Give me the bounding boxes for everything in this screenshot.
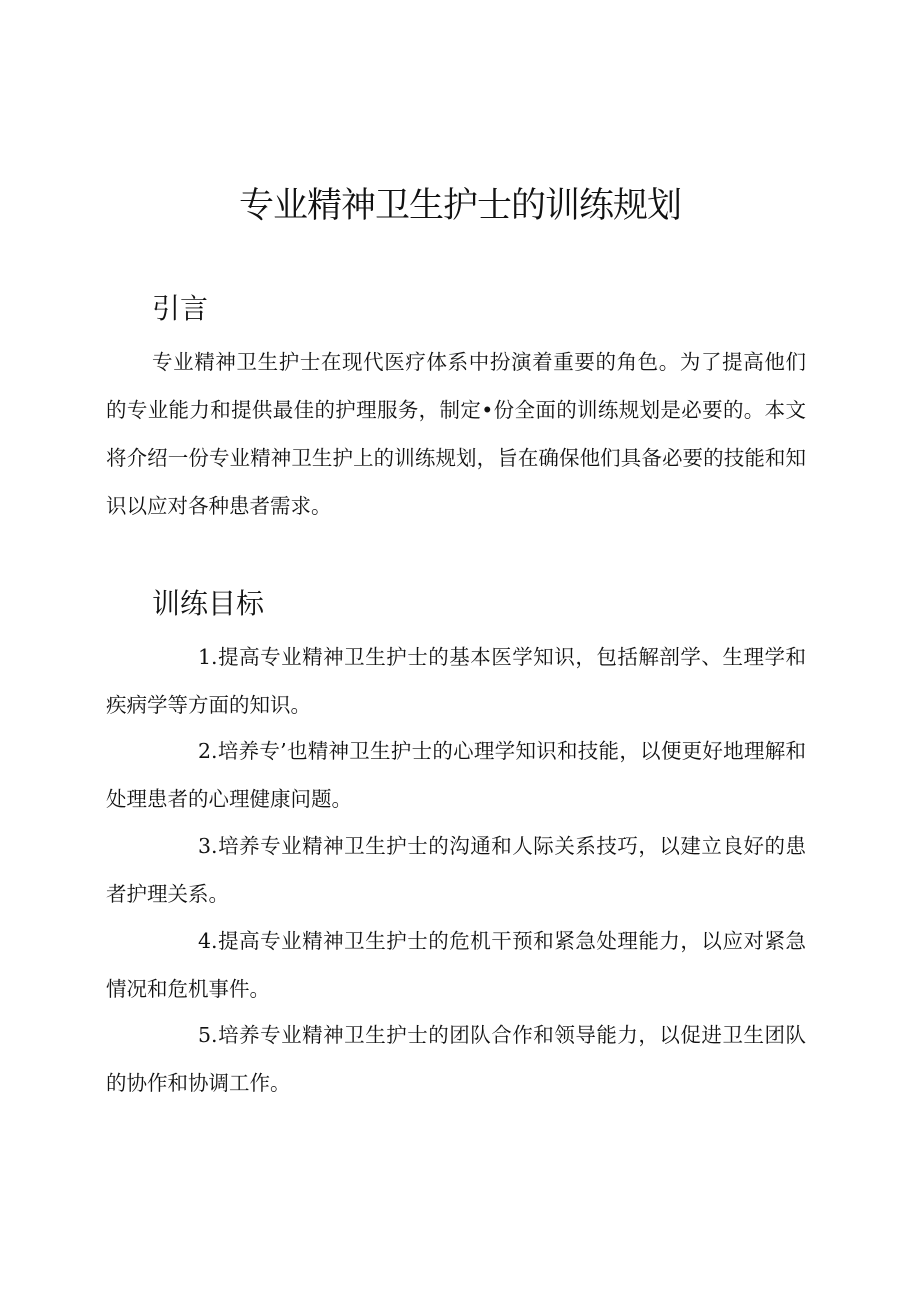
goal-number: 5 bbox=[198, 1023, 212, 1047]
goal-number: 4 bbox=[198, 929, 212, 953]
goal-item-4 bbox=[106, 917, 806, 1013]
goal-text: .培养专业精神卫生护士的团队合作和领导能力，以促进卫生团队的协作和协调工作。 bbox=[106, 1023, 806, 1095]
goal-text: .培养专业精神卫生护士的沟通和人际关系技巧，以建立良好的患者护理关系。 bbox=[106, 834, 806, 906]
intro-heading: 引言 bbox=[152, 292, 209, 325]
goal-item-3 bbox=[106, 822, 806, 918]
goal-number: 2 bbox=[198, 739, 212, 763]
goal-text: .提高专业精神卫生护士的基本医学知识，包括解剖学、生理学和疾病学等方面的知识。 bbox=[106, 645, 806, 717]
goal-number: 3 bbox=[198, 834, 212, 858]
goal-item-2 bbox=[106, 727, 806, 823]
goals-heading: 训练目标 bbox=[152, 587, 265, 620]
goal-text: .提高专业精神卫生护士的危机干预和紧急处理能力，以应对紧急情况和危机事件。 bbox=[106, 929, 806, 1001]
goal-item-5 bbox=[106, 1011, 806, 1107]
goal-text: .培养专’也精神卫生护士的心理学知识和技能，以便更好地理解和处理患者的心理健康问题。 bbox=[106, 739, 806, 811]
goal-number: 1 bbox=[198, 645, 212, 669]
document-title: 专业精神卫生护士的训练规划 bbox=[238, 186, 681, 226]
intro-paragraph: 专业精神卫生护士在现代医疗体系中扮演着重要的角色。为了提高他们的专业能力和提供最佳的护理服务，制定•份全面的训练规划是必要的。本文将介绍一份专业精神卫生护上的训练规划，旨在确保他们具备必要的技能和知识以应对各种患者需求。 bbox=[106, 350, 806, 518]
goal-item-1 bbox=[106, 633, 806, 729]
